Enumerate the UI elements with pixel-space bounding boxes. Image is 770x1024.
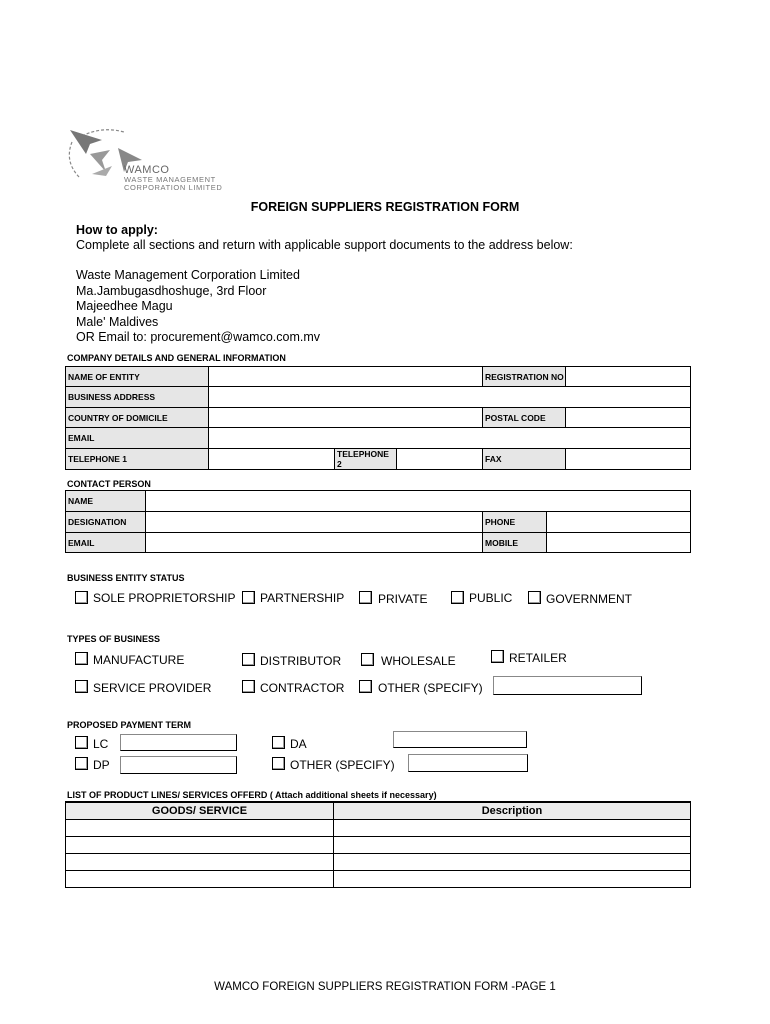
description-cell[interactable] bbox=[334, 870, 691, 887]
label-retailer: RETAILER bbox=[509, 651, 567, 665]
label-contact-email: EMAIL bbox=[65, 532, 146, 553]
label-telephone-1: TELEPHONE 1 bbox=[65, 448, 209, 470]
goods-service-cell[interactable] bbox=[66, 836, 334, 853]
table-row bbox=[66, 870, 691, 887]
label-contact-name: NAME bbox=[65, 490, 146, 512]
how-to-apply-heading: How to apply: bbox=[76, 223, 158, 237]
checkbox-dp[interactable] bbox=[75, 757, 88, 770]
table-row bbox=[66, 836, 691, 853]
form-title: FOREIGN SUPPLIERS REGISTRATION FORM bbox=[250, 200, 520, 214]
logo-subtitle-line2: CORPORATION LIMITED bbox=[124, 183, 223, 192]
checkbox-wholesale[interactable] bbox=[361, 653, 374, 666]
label-service-provider: SERVICE PROVIDER bbox=[93, 681, 212, 695]
logo-subtitle-line1: WASTE MANAGEMENT bbox=[124, 175, 216, 184]
contact-person-heading: CONTACT PERSON bbox=[67, 479, 151, 489]
product-lines-heading: LIST OF PRODUCT LINES/ SERVICES OFFERD ( Attach additional sheets if necessary) bbox=[67, 790, 437, 800]
mobile-field[interactable] bbox=[546, 532, 691, 553]
company-email-field[interactable] bbox=[208, 427, 691, 449]
other-payment-specify-field[interactable] bbox=[408, 754, 528, 772]
instructions-text: Complete all sections and return with applicable support documents to the address below: bbox=[76, 238, 573, 252]
goods-service-cell[interactable] bbox=[66, 870, 334, 887]
checkbox-manufacture[interactable] bbox=[75, 652, 88, 665]
checkbox-government[interactable] bbox=[528, 591, 541, 604]
business-address-field[interactable] bbox=[208, 386, 691, 408]
checkbox-other-business[interactable] bbox=[359, 680, 372, 693]
checkbox-da[interactable] bbox=[272, 736, 285, 749]
lc-field[interactable] bbox=[120, 734, 237, 751]
column-header-goods-service: GOODS/ SERVICE bbox=[66, 802, 334, 819]
label-government: GOVERNMENT bbox=[546, 592, 633, 606]
address-line: Majeedhee Magu bbox=[76, 299, 173, 313]
label-telephone-2: TELEPHONE 2 bbox=[334, 448, 397, 470]
address-line: Waste Management Corporation Limited bbox=[76, 268, 300, 282]
label-lc: LC bbox=[93, 737, 109, 751]
table-row bbox=[66, 819, 691, 836]
label-private: PRIVATE bbox=[378, 592, 428, 606]
logo-name: WAMCO bbox=[124, 164, 170, 176]
table-header-row bbox=[66, 802, 691, 819]
label-distributor: DISTRIBUTOR bbox=[260, 654, 342, 668]
table-row bbox=[66, 853, 691, 870]
label-name-of-entity: NAME OF ENTITY bbox=[65, 366, 209, 387]
fax-field[interactable] bbox=[565, 448, 691, 470]
label-dp: DP bbox=[93, 758, 110, 772]
designation-field[interactable] bbox=[145, 511, 483, 533]
da-field[interactable] bbox=[393, 731, 527, 748]
dp-field[interactable] bbox=[120, 756, 237, 774]
label-public: PUBLIC bbox=[469, 591, 513, 605]
label-business-address: BUSINESS ADDRESS bbox=[65, 386, 209, 408]
checkbox-sole-proprietorship[interactable] bbox=[75, 591, 88, 604]
contact-name-field[interactable] bbox=[145, 490, 691, 512]
label-other-payment: OTHER (SPECIFY) bbox=[290, 758, 395, 772]
label-fax: FAX bbox=[482, 448, 566, 470]
description-cell[interactable] bbox=[334, 853, 691, 870]
checkbox-contractor[interactable] bbox=[242, 680, 255, 693]
email-line: OR Email to: procurement@wamco.com.mv bbox=[76, 330, 321, 344]
payment-term-heading: PROPOSED PAYMENT TERM bbox=[67, 720, 192, 730]
phone-field[interactable] bbox=[546, 511, 691, 533]
registration-no-field[interactable] bbox=[565, 366, 691, 387]
goods-service-cell[interactable] bbox=[66, 853, 334, 870]
country-of-domicile-field[interactable] bbox=[208, 407, 483, 428]
description-cell[interactable] bbox=[334, 836, 691, 853]
address-line: Ma.Jambugasdhoshuge, 3rd Floor bbox=[76, 283, 267, 298]
telephone-1-field[interactable] bbox=[208, 448, 335, 470]
checkbox-other-payment[interactable] bbox=[272, 757, 285, 770]
checkbox-service-provider[interactable] bbox=[75, 680, 88, 693]
checkbox-private[interactable] bbox=[359, 591, 372, 604]
label-mobile: MOBILE bbox=[482, 532, 547, 553]
business-types-heading: TYPES OF BUSINESS bbox=[67, 634, 161, 644]
label-country-of-domicile: COUNTRY OF DOMICILE bbox=[65, 407, 209, 428]
label-partnership: PARTNERSHIP bbox=[260, 591, 345, 605]
page-footer: WAMCO FOREIGN SUPPLIERS REGISTRATION FORM -PAGE 1 bbox=[214, 981, 556, 993]
telephone-2-field[interactable] bbox=[396, 448, 483, 470]
product-lines-table bbox=[65, 801, 691, 888]
checkbox-public[interactable] bbox=[451, 591, 464, 604]
company-details-heading: COMPANY DETAILS AND GENERAL INFORMATION bbox=[67, 353, 286, 363]
description-cell[interactable] bbox=[334, 819, 691, 836]
label-manufacture: MANUFACTURE bbox=[93, 653, 185, 667]
label-da: DA bbox=[290, 737, 307, 751]
checkbox-distributor[interactable] bbox=[242, 653, 255, 666]
checkbox-lc[interactable] bbox=[75, 736, 88, 749]
address-line: Male' Maldives bbox=[76, 314, 159, 329]
entity-status-heading: BUSINESS ENTITY STATUS bbox=[67, 573, 185, 583]
column-header-description: Description bbox=[334, 802, 691, 819]
address-block bbox=[76, 268, 320, 346]
goods-service-cell[interactable] bbox=[66, 819, 334, 836]
name-of-entity-field[interactable] bbox=[208, 366, 483, 387]
contact-email-field[interactable] bbox=[145, 532, 483, 553]
other-business-specify-field[interactable] bbox=[493, 676, 642, 695]
label-registration-no: REGISTRATION NO bbox=[482, 366, 566, 387]
label-postal-code: POSTAL CODE bbox=[482, 407, 566, 428]
label-designation: DESIGNATION bbox=[65, 511, 146, 533]
wamco-logo bbox=[62, 124, 262, 194]
label-other-business: OTHER (SPECIFY) bbox=[378, 681, 483, 695]
checkbox-retailer[interactable] bbox=[491, 650, 504, 663]
label-contractor: CONTRACTOR bbox=[260, 681, 345, 695]
label-wholesale: WHOLESALE bbox=[381, 654, 456, 668]
label-email: EMAIL bbox=[65, 427, 209, 449]
label-sole-proprietorship: SOLE PROPRIETORSHIP bbox=[93, 591, 236, 605]
label-phone: PHONE bbox=[482, 511, 547, 533]
postal-code-field[interactable] bbox=[565, 407, 691, 428]
checkbox-partnership[interactable] bbox=[242, 591, 255, 604]
